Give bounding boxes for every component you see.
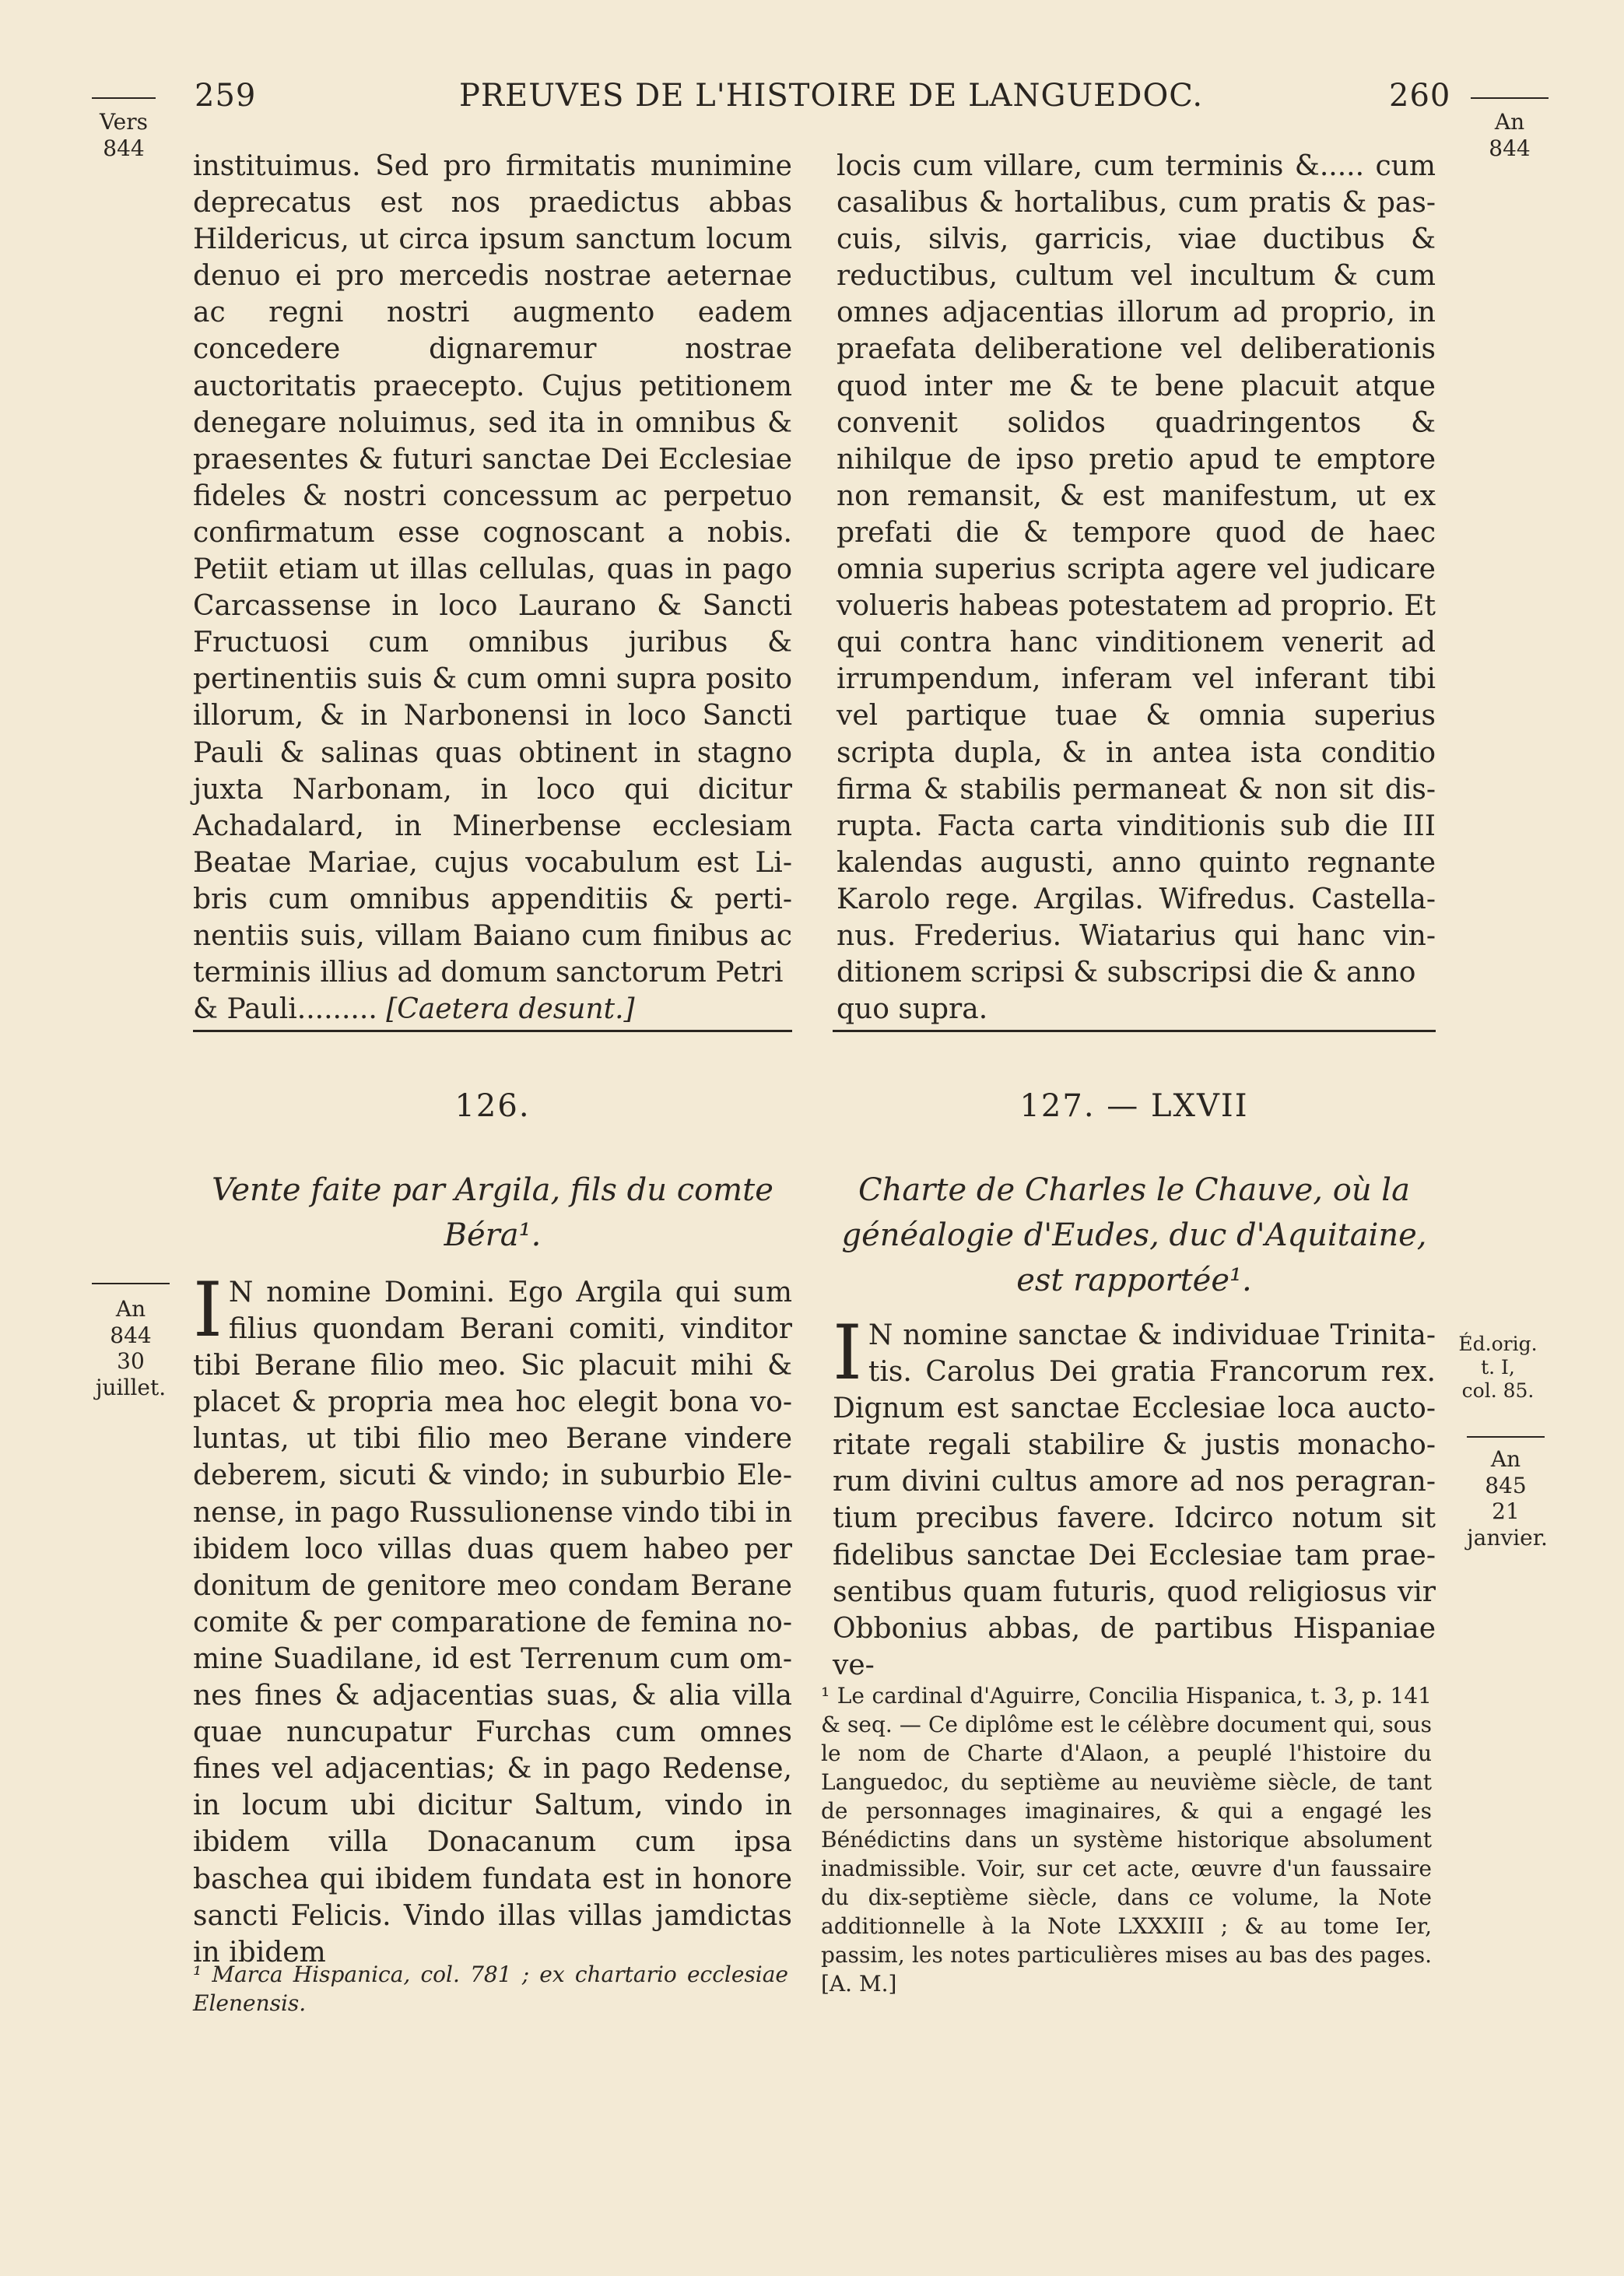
section-divider [833,1030,1436,1032]
text-run: & Pauli......... [193,993,387,1026]
margin-year: 845 [1485,1472,1527,1498]
top-left-column [193,148,792,1027]
paragraph-end [193,991,792,1027]
margin-day: 21 [1492,1498,1520,1525]
paragraph: locis cum villare, cum terminis &..... cum casalibus & hortalibus, cum pratis & pascuis, silvis, garricis, viae ductibus & reductibus, cultum vel incultum & cum omnes adjacentias illorum ad proprio, in praefata deliberatione vel deliberationis quod inter me & te bene placuit atque convenit solidos quadringentos & nihilque de ipso pretio apud te emptore non remansit, & est manifestum, ut ex prefati die & tempore quod de haec omnia superius scripta agere vel judicare volueris habeas potestatem ad proprio. Et qui contra hanc vinditionem venerit ad irrumpendum, inferam vel inferant tibi vel partique tuae & omnia superius scripta dupla, & in antea ista conditio firma & stabilis permaneat & non sit disrupta. Facta carta vinditionis sub die III kalendas augusti, anno quinto regnante Karolo rege. Argilas. Wifredus. Castellanus. Frederius. Wiatarius qui hanc vinditionem scripsi & subscripsi die & anno [837,150,1436,989]
paragraph-end: quo supra. [837,993,988,1026]
margin-year: 844 [110,1322,152,1348]
page-number-left: 259 [195,78,257,114]
margin-date-top-left [92,109,156,161]
running-title: PREUVES DE L'HISTOIRE DE LANGUEDOC. [459,78,1204,114]
page-number-right: 260 [1389,78,1451,114]
margin-year: 844 [103,135,145,161]
margin-edition-ref [1455,1333,1541,1403]
doc127-body [833,1309,1436,1684]
margin-date-top-right [1471,109,1549,161]
margin-label: An [115,1296,146,1322]
margin-line: col. 85. [1461,1379,1535,1402]
margin-line: Éd.orig. [1458,1333,1538,1355]
margin-label: An [1490,1446,1521,1472]
text-run: nomine sanctae & individuae Trinitatis. Carolus Dei gratia Francorum rex. Dignum est sanctae Ecclesiae loca auctoritate regali stabilire & justis monachorum divini cultus amore ad nos peragrantium precibus favere. Idcirco notum sit fidelibus sanctae Dei Ecclesiae tam praesentibus quam futuris, quod religiosus vir Obbonius abbas, de partibus Hispaniae ve- [833,1319,1436,1681]
margin-label: An [1494,109,1525,135]
margin-rule [92,97,156,99]
footnote: ¹ Le cardinal d'Aguirre, Concilia Hispanica, t. 3, p. 141 & seq. — Ce diplôme est le célèbre document qui, sous le nom de Charte d'Alaon, a peuplé l'histoire du Languedoc, du septième au neuvième siècle, de tant de personnages imaginaires, & qui a engagé les Bénédictins dans un système historique absolument inadmissible. Voir, sur cet acte, œuvre d'un faussaire du dix-septième siècle, dans ce volume, la Note additionnelle à la Note LXXXIII ; & au tome Ier, passim, les notes particulières mises au bas des pages. [A. M.] [821,1683,1432,1997]
paragraph: instituimus. Sed pro firmitatis munimine deprecatus est nos praedictus abbas Hildericus, ut circa ipsum sanctum locum denuo ei pro mercedis nostrae aeternae ac regni nostri augmento eadem concedere dignaremur nostrae auctoritatis praecepto. Cujus petitionem denegare noluimus, sed ita in omnibus & praesentes & futuri sanctae Dei Ecclesiae fideles & nostri concessum ac perpetuo confirmatum esse cognoscant a nobis. Petiit etiam ut illas cellulas, quas in pago Carcassense in loco Laurano & Sancti Fructuosi cum omnibus juribus & pertinentiis suis & cum omni supra posito illorum, & in Narbonensi in loco Sancti Pauli & salinas quas obtinent in stagno juxta Narbonam, in loco qui dicitur Achadalard, in Minerbense ecclesiam Beatae Mariae, cujus vocabulum est Libris cum omnibus appenditiis & pertinentiis suis, villam Baiano cum finibus ac terminis illius ad domum sanctorum Petri [193,150,792,989]
editorial-note: [Caetera desunt.] [386,993,635,1026]
paragraph [193,1266,792,1971]
drop-cap: I [193,1266,223,1354]
margin-rule [1471,97,1549,99]
footnote: ¹ Marca Hispanica, col. 781 ; ex chartario ecclesiae Elenensis. [193,1962,788,2016]
section-divider [193,1030,792,1032]
top-right-column [837,148,1436,1027]
margin-month: janvier. [1467,1524,1548,1551]
text-run: N [868,1319,893,1351]
document-title: Vente faite par Argila, fils du comte Béra¹. [212,1172,773,1253]
text-run: N [228,1277,254,1308]
margin-line: t. I, [1481,1356,1515,1379]
margin-label: Vers [100,109,148,135]
margin-rule [92,1283,170,1284]
margin-date-mid-left [92,1296,170,1400]
margin-year: 844 [1489,135,1531,161]
doc126-body [193,1266,792,1971]
paragraph [833,1309,1436,1684]
margin-rule [1467,1436,1545,1438]
drop-cap: I [833,1309,862,1396]
document-number: 126. [454,1088,531,1124]
margin-day: 30 [117,1348,145,1375]
document-title: Charte de Charles le Chauve, où la généalogie d'Eudes, duc d'Aquitaine, est rapportée¹. [841,1172,1427,1298]
text-run: nomine Domini. Ego Argila qui sum filius quondam Berani comiti, vinditor tibi Berane filio meo. Sic placuit mihi & placet & propria mea hoc elegit bona voluntas, ut tibi filio meo Berane vindere deberem, sicuti & vindo; in suburbio Elenense, in pago Russulionense vindo tibi in ibidem loco villas duas quem habeo per donitum de genitore meo condam Berane comite & per comparatione de femina nomine Suadilane, id est Terrenum cum omnes fines & adjacentias suas, & alia villa quae nuncupatur Furchas cum omnes fines vel adjacentias; & in pago Redense, in locum ubi dicitur Saltum, vindo in ibidem villa Donacanum cum ipsa baschea qui ibidem fundata est in honore sancti Felicis. Vindo illas villas jamdictas in ibidem [193,1277,792,1969]
margin-month: juillet. [95,1374,167,1400]
margin-date-mid-right [1467,1446,1548,1551]
document-number: 127. — LXVII [1019,1088,1249,1124]
